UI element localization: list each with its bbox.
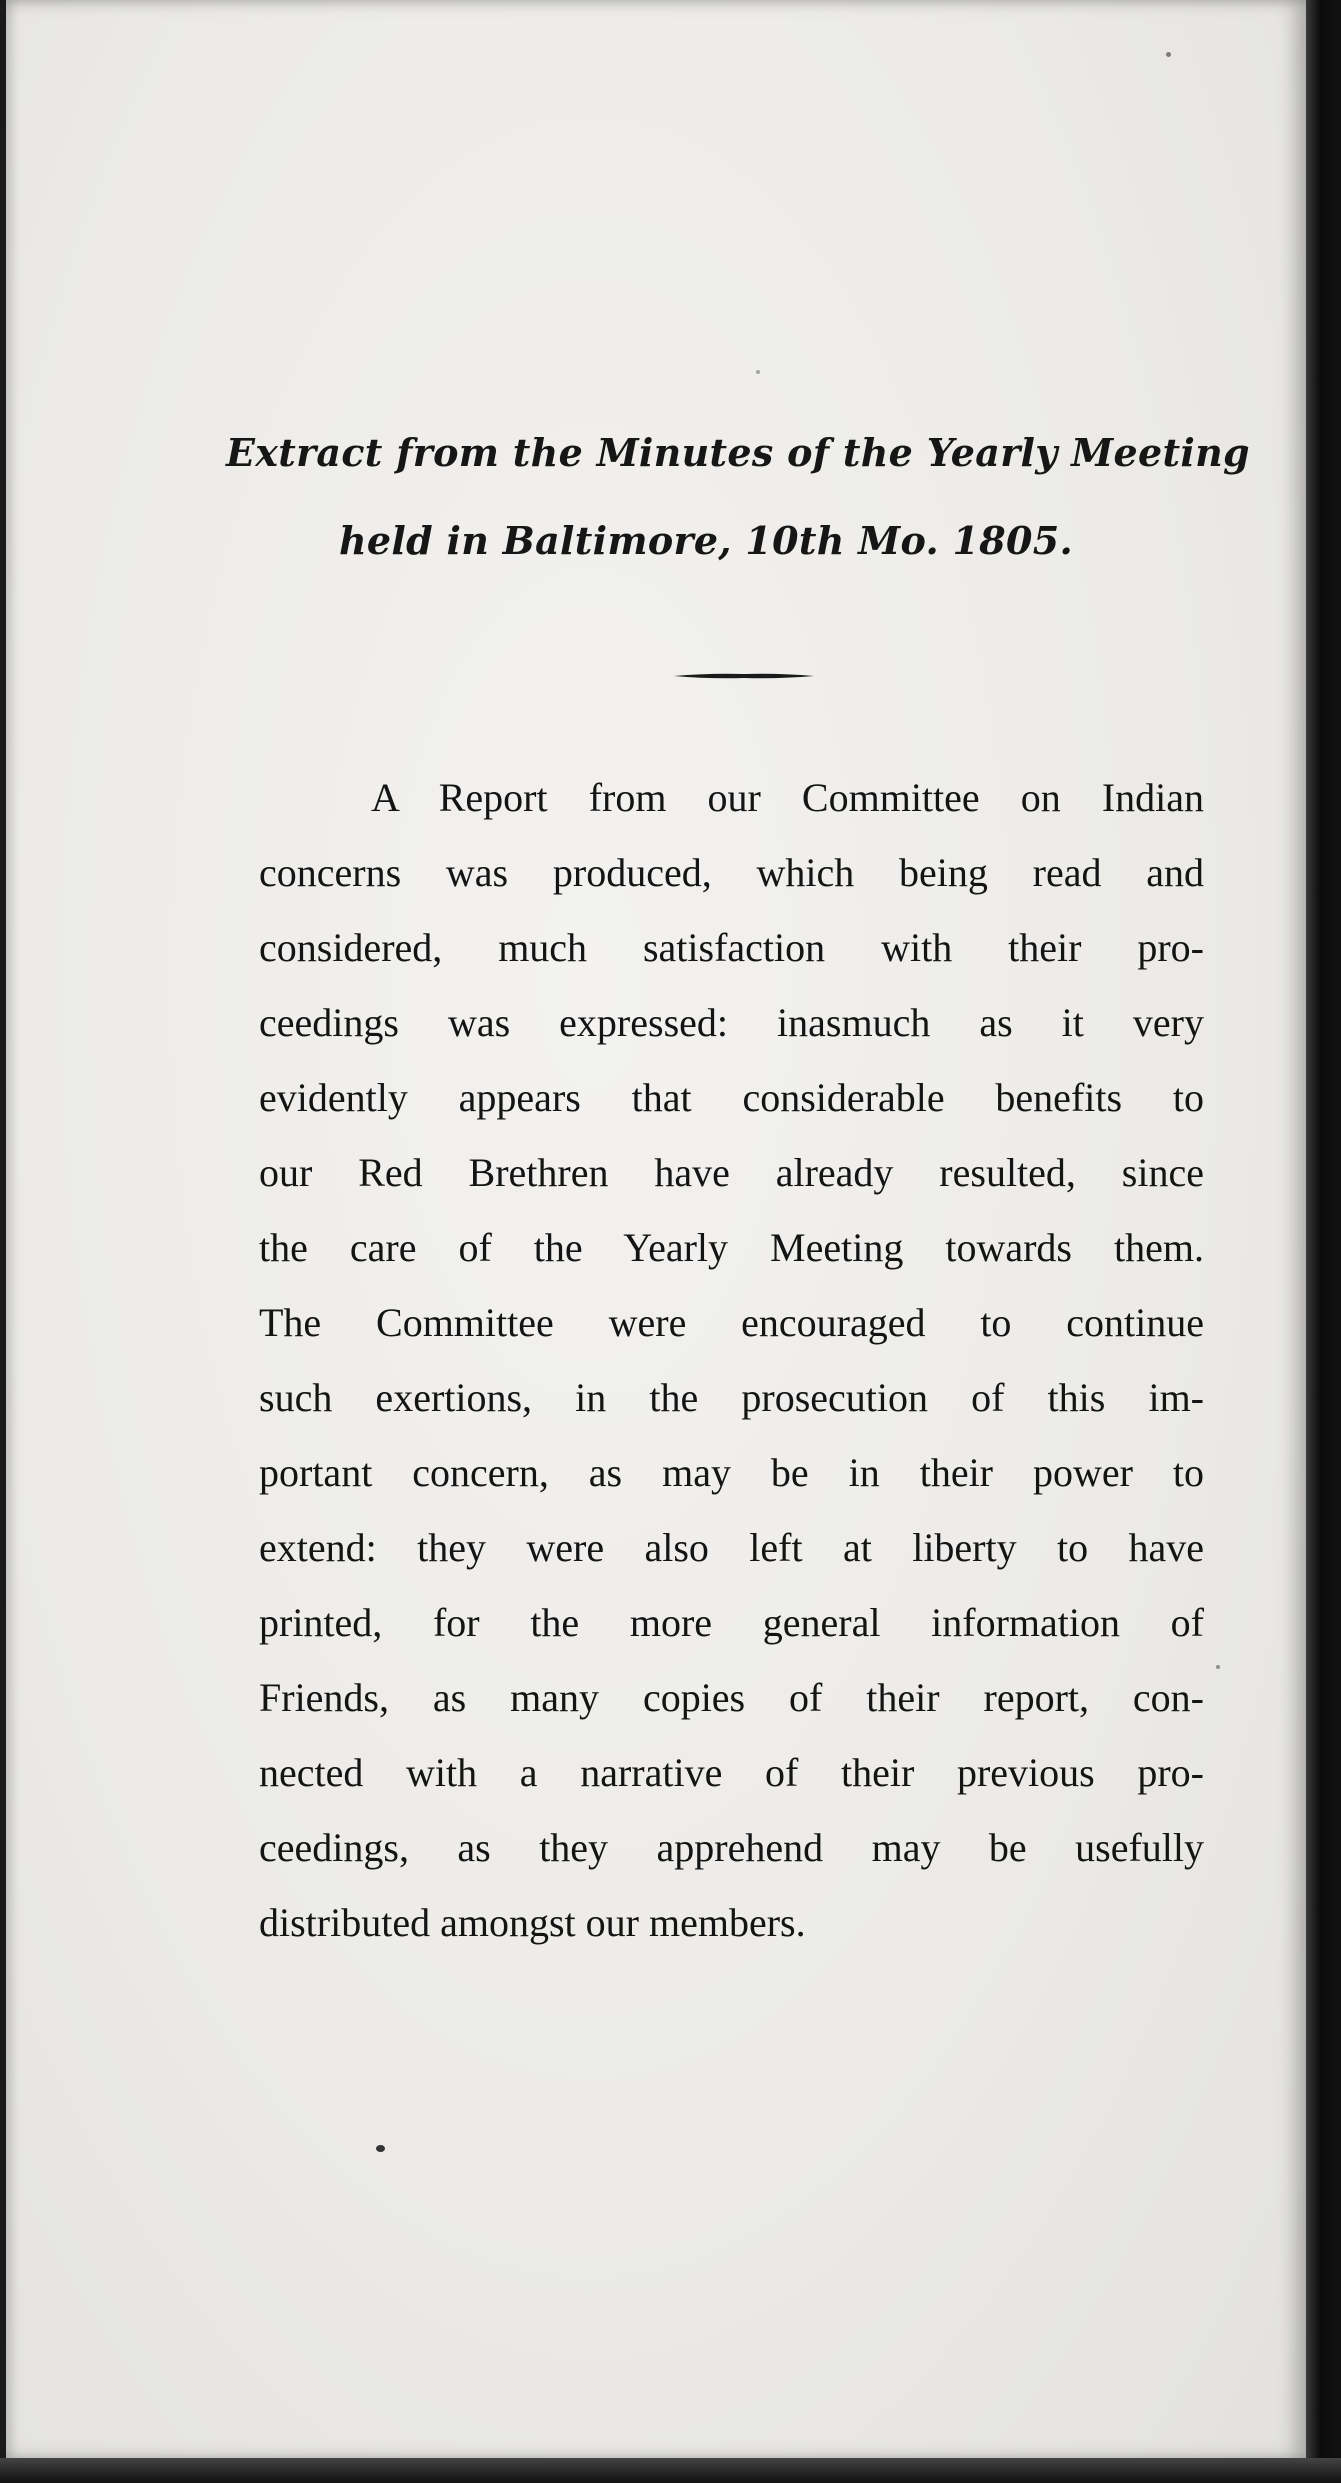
heading-line-2: held in Baltimore, 10th Mo. 1805.: [338, 518, 1074, 563]
heading-line-1: Extract from the Minutes of the Yearly Meeting: [226, 430, 1250, 475]
text-line: extend: they were also left at liberty to have: [259, 1525, 1204, 1570]
page-edge-bottom: [0, 2458, 1341, 2483]
text-line: evidently appears that considerable benefits to: [259, 1075, 1204, 1120]
text-line: the care of the Yearly Meeting towards them.: [259, 1225, 1204, 1270]
text-line: concerns was produced, which being read and: [259, 850, 1204, 895]
ink-speck: [756, 370, 760, 374]
text-line: portant concern, as may be in their power to: [259, 1450, 1204, 1495]
ink-speck: [1166, 52, 1171, 57]
text-line: our Red Brethren have already resulted, since: [259, 1150, 1204, 1195]
ornamental-rule: [674, 672, 814, 680]
ink-speck: [376, 2145, 385, 2152]
ink-speck: [1216, 1665, 1220, 1669]
page-edge-right: [1306, 0, 1341, 2483]
text-line: such exertions, in the prosecution of this im-: [259, 1375, 1204, 1420]
text-line: ceedings, as they apprehend may be usefully: [259, 1825, 1204, 1870]
text-line: The Committee were encouraged to continue: [259, 1300, 1204, 1345]
report-paragraph: [259, 760, 1204, 1960]
text-line: nected with a narrative of their previous pro-: [259, 1750, 1204, 1795]
paper-sheet: [6, 0, 1306, 2460]
text-line: printed, for the more general information of: [259, 1600, 1204, 1645]
text-line: A Report from our Committee on Indian: [371, 775, 1204, 820]
text-line: distributed amongst our members.: [259, 1900, 806, 1945]
text-line: ceedings was expressed: inasmuch as it very: [259, 1000, 1204, 1045]
text-line: Friends, as many copies of their report, con-: [259, 1675, 1204, 1720]
text-line: considered, much satisfaction with their pro-: [259, 925, 1204, 970]
